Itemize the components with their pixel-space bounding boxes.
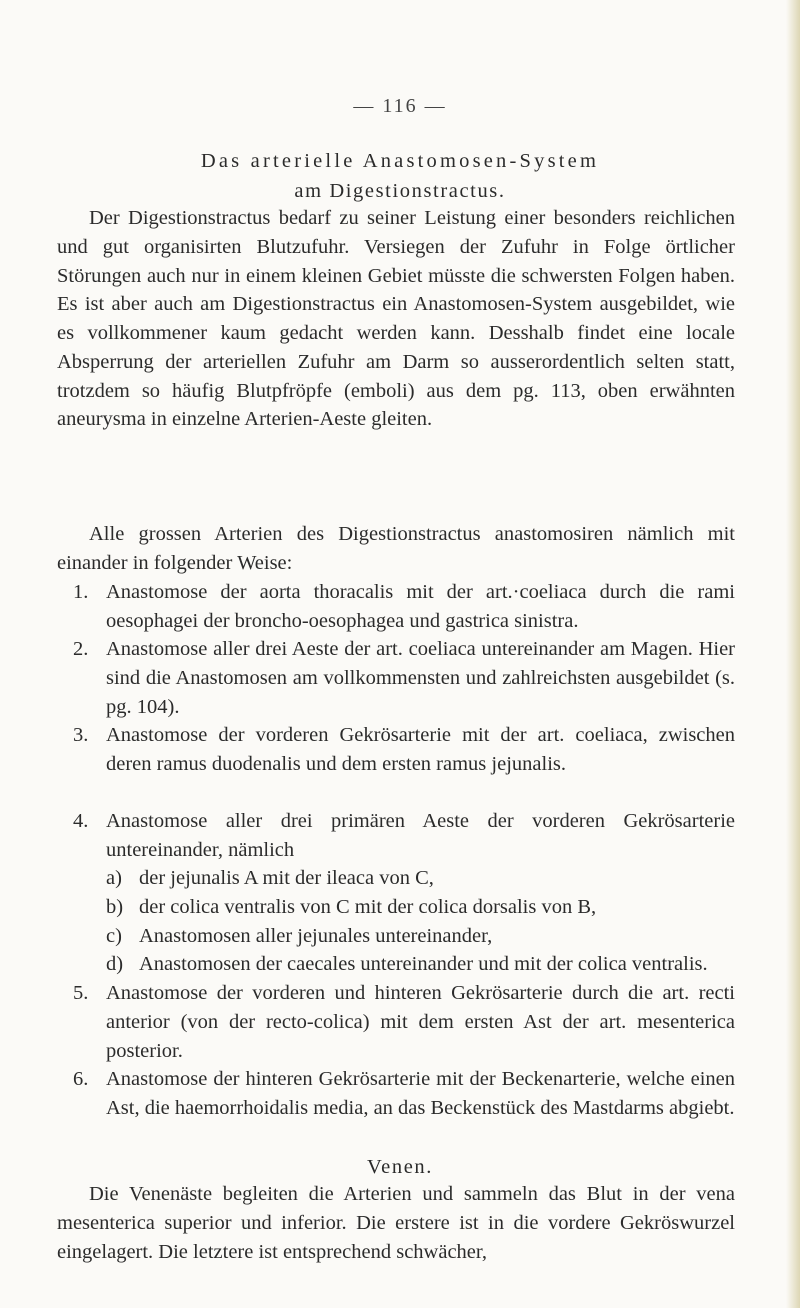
list-item-2 [73,635,735,721]
sublist-item-label: c) [106,925,122,947]
sublist-item-text: der jejunalis A mit der ileaca von C, [139,867,434,889]
section-title: Das arterielle Anastomosen-System [200,150,600,172]
list-item-text: Anastomose aller drei primären Aeste der vorderen Gekrösarterie untereinander, nämlich [106,810,735,861]
list-item-text: Anastomose der vorderen Gekrösarterie mit der art. coeliaca, zwischen deren ramus duodenalis und dem ersten ramus jejunalis. [106,724,735,775]
list-item-4 [73,807,735,865]
venen-paragraph: Die Venenäste begleiten die Arterien und sammeln das Blut in der vena mesenterica superior und inferior. Die erstere ist in die vordere Gekröswurzel eingelagert. Die letztere ist entsprechend schwächer, [57,1183,735,1263]
intro-paragraph: Der Digestionstractus bedarf zu seiner Leistung einer besonders reichlichen und gut organisirten Blutzufuhr. Versiegen der Zufuhr in Folge örtlicher Störungen auch nur in einem kleinen Gebiet müsste die schwersten Folgen haben. Es ist aber auch am Digestionstractus ein Anastomosen-System ausgebildet, wie es vollkommener kaum gedacht werden kann. Desshalb findet eine locale Absperrung der arteriellen Zufuhr am Darm so ausserordentlich selten statt, trotzdem so häufig Blutpfröpfe (emboli) aus dem pg. 113, oben erwähnten aneurysma in einzelne Arterien-Aeste gleiten. [57,207,735,431]
list-item-number: 4. [73,810,89,832]
list-item-number: 6. [73,1068,89,1090]
sublist-item-text: der colica ventralis von C mit der colica dorsalis von B, [139,896,597,918]
sublist-item-text: Anastomosen aller jejunales untereinander, [139,925,493,947]
list-item-text: Anastomose der hinteren Gekrösarterie mit der Beckenarterie, welche einen Ast, die haemorrhoidalis media, an das Beckenstück des Mastdarms abgiebt. [106,1068,735,1119]
list-item-5 [73,979,735,1065]
list-item-text: Anastomose der vorderen und hinteren Gekrösarterie durch die art. recti anterior (von der recto-colica) mit dem ersten Ast der art. mesenterica posterior. [106,982,735,1062]
list-item-number: 2. [73,638,89,660]
list-intro-paragraph: Alle grossen Arterien des Digestionstractus anastomosiren nämlich mit einander in folgender Weise: [57,523,735,574]
sublist-item-a [106,864,735,893]
section-subtitle: am Digestionstractus. [294,180,506,202]
list-item-6 [73,1065,735,1123]
sublist-item-c [106,922,735,951]
list-item-text: Anastomose aller drei Aeste der art. coeliaca untereinander am Magen. Hier sind die Anastomosen am vollkommensten und zahlreichsten ausgebildet (s. pg. 104). [106,638,735,718]
sublist-item-label: a) [106,867,122,889]
list-item-number: 1. [73,581,89,603]
list-item-number: 3. [73,724,89,746]
sublist-item-d [106,950,735,979]
page-number: — 116 — [353,95,447,117]
sublist-item-b [106,893,735,922]
list-item-number: 5. [73,982,89,1004]
sublist-item-text: Anastomosen der caecales untereinander und mit der colica ventralis. [139,953,708,975]
venen-heading: Venen. [367,1156,433,1178]
sublist-item-label: b) [106,896,124,918]
list-item-text: Anastomose der aorta thoracalis mit der art.·coeliaca durch die rami oesophagei der broncho-oesophagea und gastrica sinistra. [106,581,735,632]
list-item-1 [73,578,735,636]
sublist-item-label: d) [106,953,124,975]
list-item-3 [73,721,735,779]
